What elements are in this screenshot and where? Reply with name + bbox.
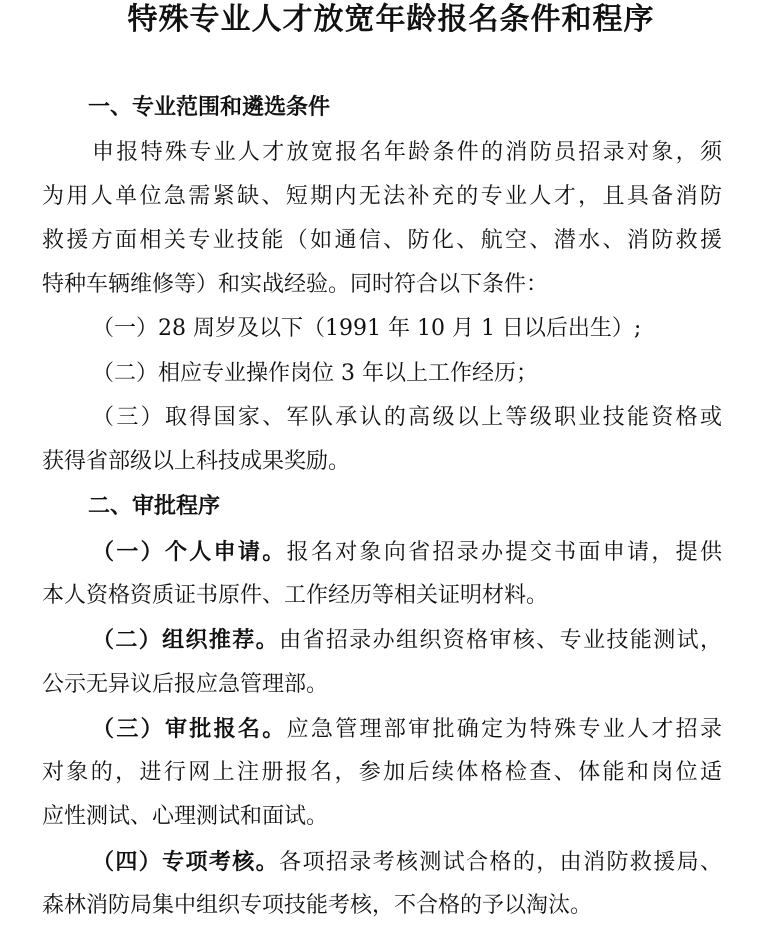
paragraph-line: 救援方面相关专业技能（如通信、防化、航空、潜水、消防救援 [42, 228, 722, 253]
step-text: 报名对象向省招录办提交书面申请，提供 [286, 540, 722, 565]
paragraph-line: 公示无异议后报应急管理部。 [42, 672, 329, 697]
paragraph-line: 应性测试、心理测试和面试。 [42, 804, 329, 829]
step-label: （一）个人申请。 [92, 539, 287, 565]
paragraph-line: 对象的，进行网上注册报名，参加后续体格检查、体能和岗位适 [42, 760, 722, 785]
condition-age: （一）28 周岁及以下（1991 年 10 月 1 日以后出生）; [92, 316, 642, 341]
condition-qualification: （三）取得国家、军队承认的高级以上等级职业技能资格或 [92, 405, 722, 430]
step-text: 应急管理部审批确定为特殊专业人才招录 [286, 717, 722, 742]
step-label: （四）专项考核。 [92, 849, 280, 875]
step-text: 各项招录考核测试合格的，由消防救援局、 [279, 850, 722, 875]
section-heading-scope: 一、专业范围和遴选条件 [88, 95, 331, 120]
paragraph-line: 特种车辆维修等）和实战经验。同时符合以下条件： [42, 272, 549, 297]
condition-experience: （二）相应专业操作岗位 3 年以上工作经历； [92, 361, 538, 386]
paragraph-line: 森林消防局集中组织专项技能考核，不合格的予以淘汰。 [42, 893, 593, 918]
condition-qualification-cont: 获得省部级以上科技成果奖励。 [42, 449, 351, 474]
document-title: 特殊专业人才放宽年龄报名条件和程序 [127, 2, 655, 37]
section-heading-procedure: 二、审批程序 [88, 494, 221, 519]
step-personal-application [92, 537, 722, 568]
step-label: （二）组织推荐。 [92, 627, 280, 653]
step-approval-registration [92, 714, 722, 745]
paragraph-line: 为用人单位急需紧缺、短期内无法补充的专业人才，且具备消防 [42, 184, 722, 209]
paragraph-line: 申报特殊专业人才放宽报名年龄条件的消防员招录对象，须 [92, 140, 722, 165]
step-text: 由省招录办组织资格审核、专业技能测试， [279, 628, 722, 653]
paragraph-line: 本人资格资质证书原件、工作经历等相关证明材料。 [42, 583, 549, 608]
step-label: （三）审批报名。 [92, 716, 287, 742]
step-organization-recommend [92, 625, 722, 656]
step-special-assessment [92, 847, 722, 878]
